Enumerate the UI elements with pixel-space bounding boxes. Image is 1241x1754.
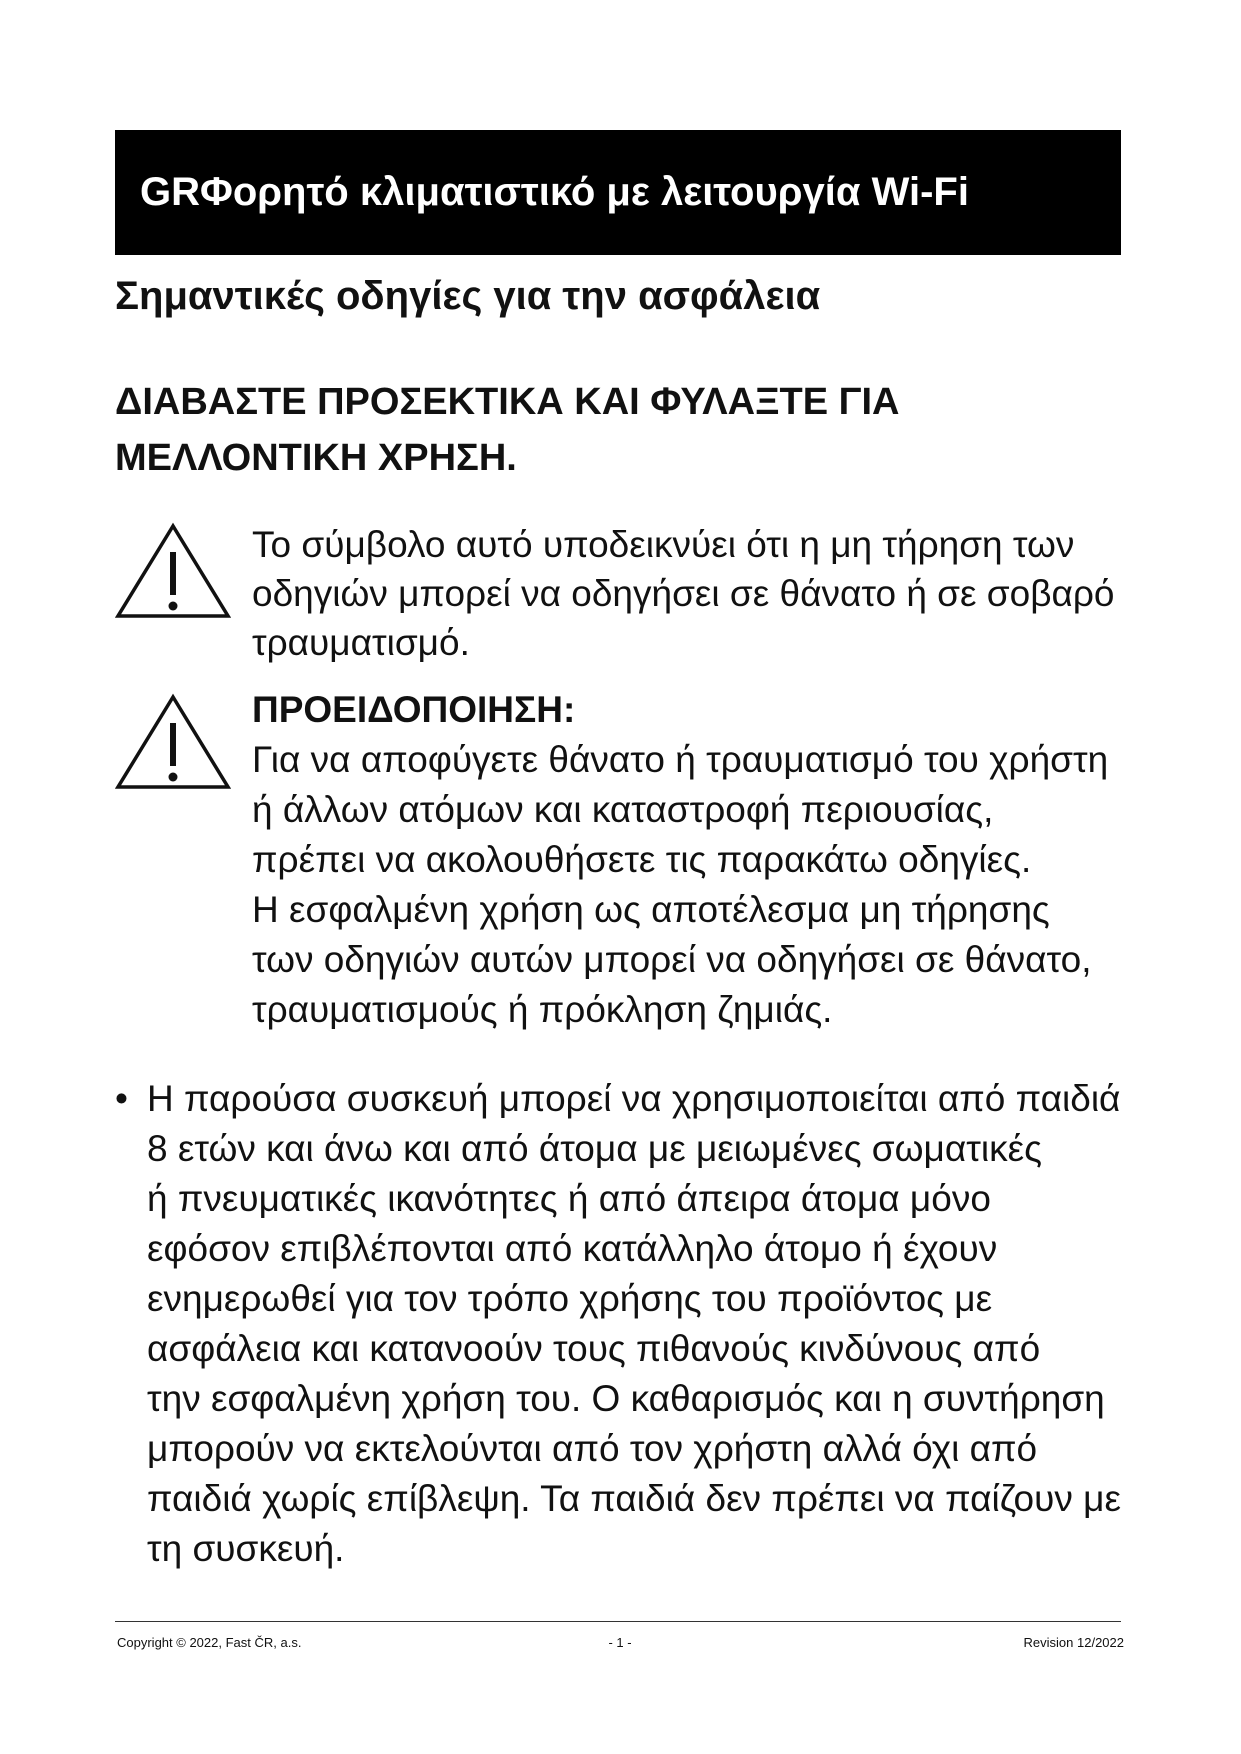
title-banner	[115, 130, 1121, 255]
bullet-marker: •	[115, 1078, 128, 1119]
warning-triangle-icon	[115, 522, 231, 620]
bullet-line: Η παρούσα συσκευή μπορεί να χρησιμοποιείται από παιδιά	[147, 1078, 1121, 1119]
symbol-note-line: οδηγιών μπορεί να οδηγήσει σε θάνατο ή σε σοβαρό	[252, 573, 1115, 614]
bullet-line: ασφάλεια και κατανοούν τους πιθανούς κινδύνους από	[147, 1328, 1041, 1369]
bullet-line: ή πνευματικές ικανότητες ή από άπειρα άτομα μόνο	[147, 1178, 991, 1219]
bullet-line: τη συσκευή.	[147, 1528, 345, 1569]
warning-heading: ΠΡΟΕΙΔΟΠΟΙΗΣΗ:	[252, 689, 576, 730]
symbol-explanation	[252, 520, 1121, 667]
notice-line: ΔΙΑΒΑΣΤΕ ΠΡΟΣΕΚΤΙΚΑ ΚΑΙ ΦΥΛΑΞΤΕ ΓΙΑ	[115, 381, 900, 423]
footer-divider	[115, 1621, 1121, 1622]
bullet-line: 8 ετών και άνω και από άτομα με μειωμένες σωματικές	[147, 1128, 1042, 1169]
bullet-text	[147, 1074, 1121, 1574]
bullet-line: ενημερωθεί για τον τρόπο χρήσης του προϊόντος με	[147, 1278, 993, 1319]
warning-line: ή άλλων ατόμων και καταστροφή περιουσίας,	[252, 789, 994, 830]
symbol-note-line: Το σύμβολο αυτό υποδεικνύει ότι η μη τήρηση των	[252, 524, 1075, 565]
warning-triangle-icon	[115, 693, 231, 791]
bullet-line: εφόσον επιβλέπονται από κατάλληλο άτομο ή έχουν	[147, 1228, 998, 1269]
footer-revision: Revision 12/2022	[1023, 1635, 1124, 1650]
bullet-line: την εσφαλμένη χρήση του. Ο καθαρισμός και η συντήρηση	[147, 1378, 1105, 1419]
section-title: Σημαντικές οδηγίες για την ασφάλεια	[115, 274, 821, 318]
document-title: GRΦορητό κλιματιστικό με λειτουργία Wi-Fi	[140, 170, 969, 214]
warning-line: τραυματισμούς ή πρόκληση ζημιάς.	[252, 989, 833, 1030]
footer-page-number: - 1 -	[608, 1635, 632, 1650]
warning-line: Για να αποφύγετε θάνατο ή τραυματισμό του χρήστη	[252, 739, 1109, 780]
bullet-line: παιδιά χωρίς επίβλεψη. Τα παιδιά δεν πρέπει να παίζουν με	[147, 1478, 1121, 1519]
read-carefully-notice	[115, 374, 1121, 486]
warning-block	[252, 685, 1121, 1035]
notice-line: ΜΕΛΛΟΝΤΙΚΗ ΧΡΗΣΗ.	[115, 437, 517, 479]
warning-line: των οδηγιών αυτών μπορεί να οδηγήσει σε θάνατο,	[252, 939, 1092, 980]
footer-copyright: Copyright © 2022, Fast ČR, a.s.	[117, 1635, 302, 1650]
symbol-note-line: τραυματισμό.	[252, 622, 470, 663]
bullet-line: μπορούν να εκτελούνται από τον χρήστη αλλά όχι από	[147, 1428, 1038, 1469]
warning-line: πρέπει να ακολουθήσετε τις παρακάτω οδηγίες.	[252, 839, 1032, 880]
warning-line: Η εσφαλμένη χρήση ως αποτέλεσμα μη τήρησης	[252, 889, 1050, 930]
